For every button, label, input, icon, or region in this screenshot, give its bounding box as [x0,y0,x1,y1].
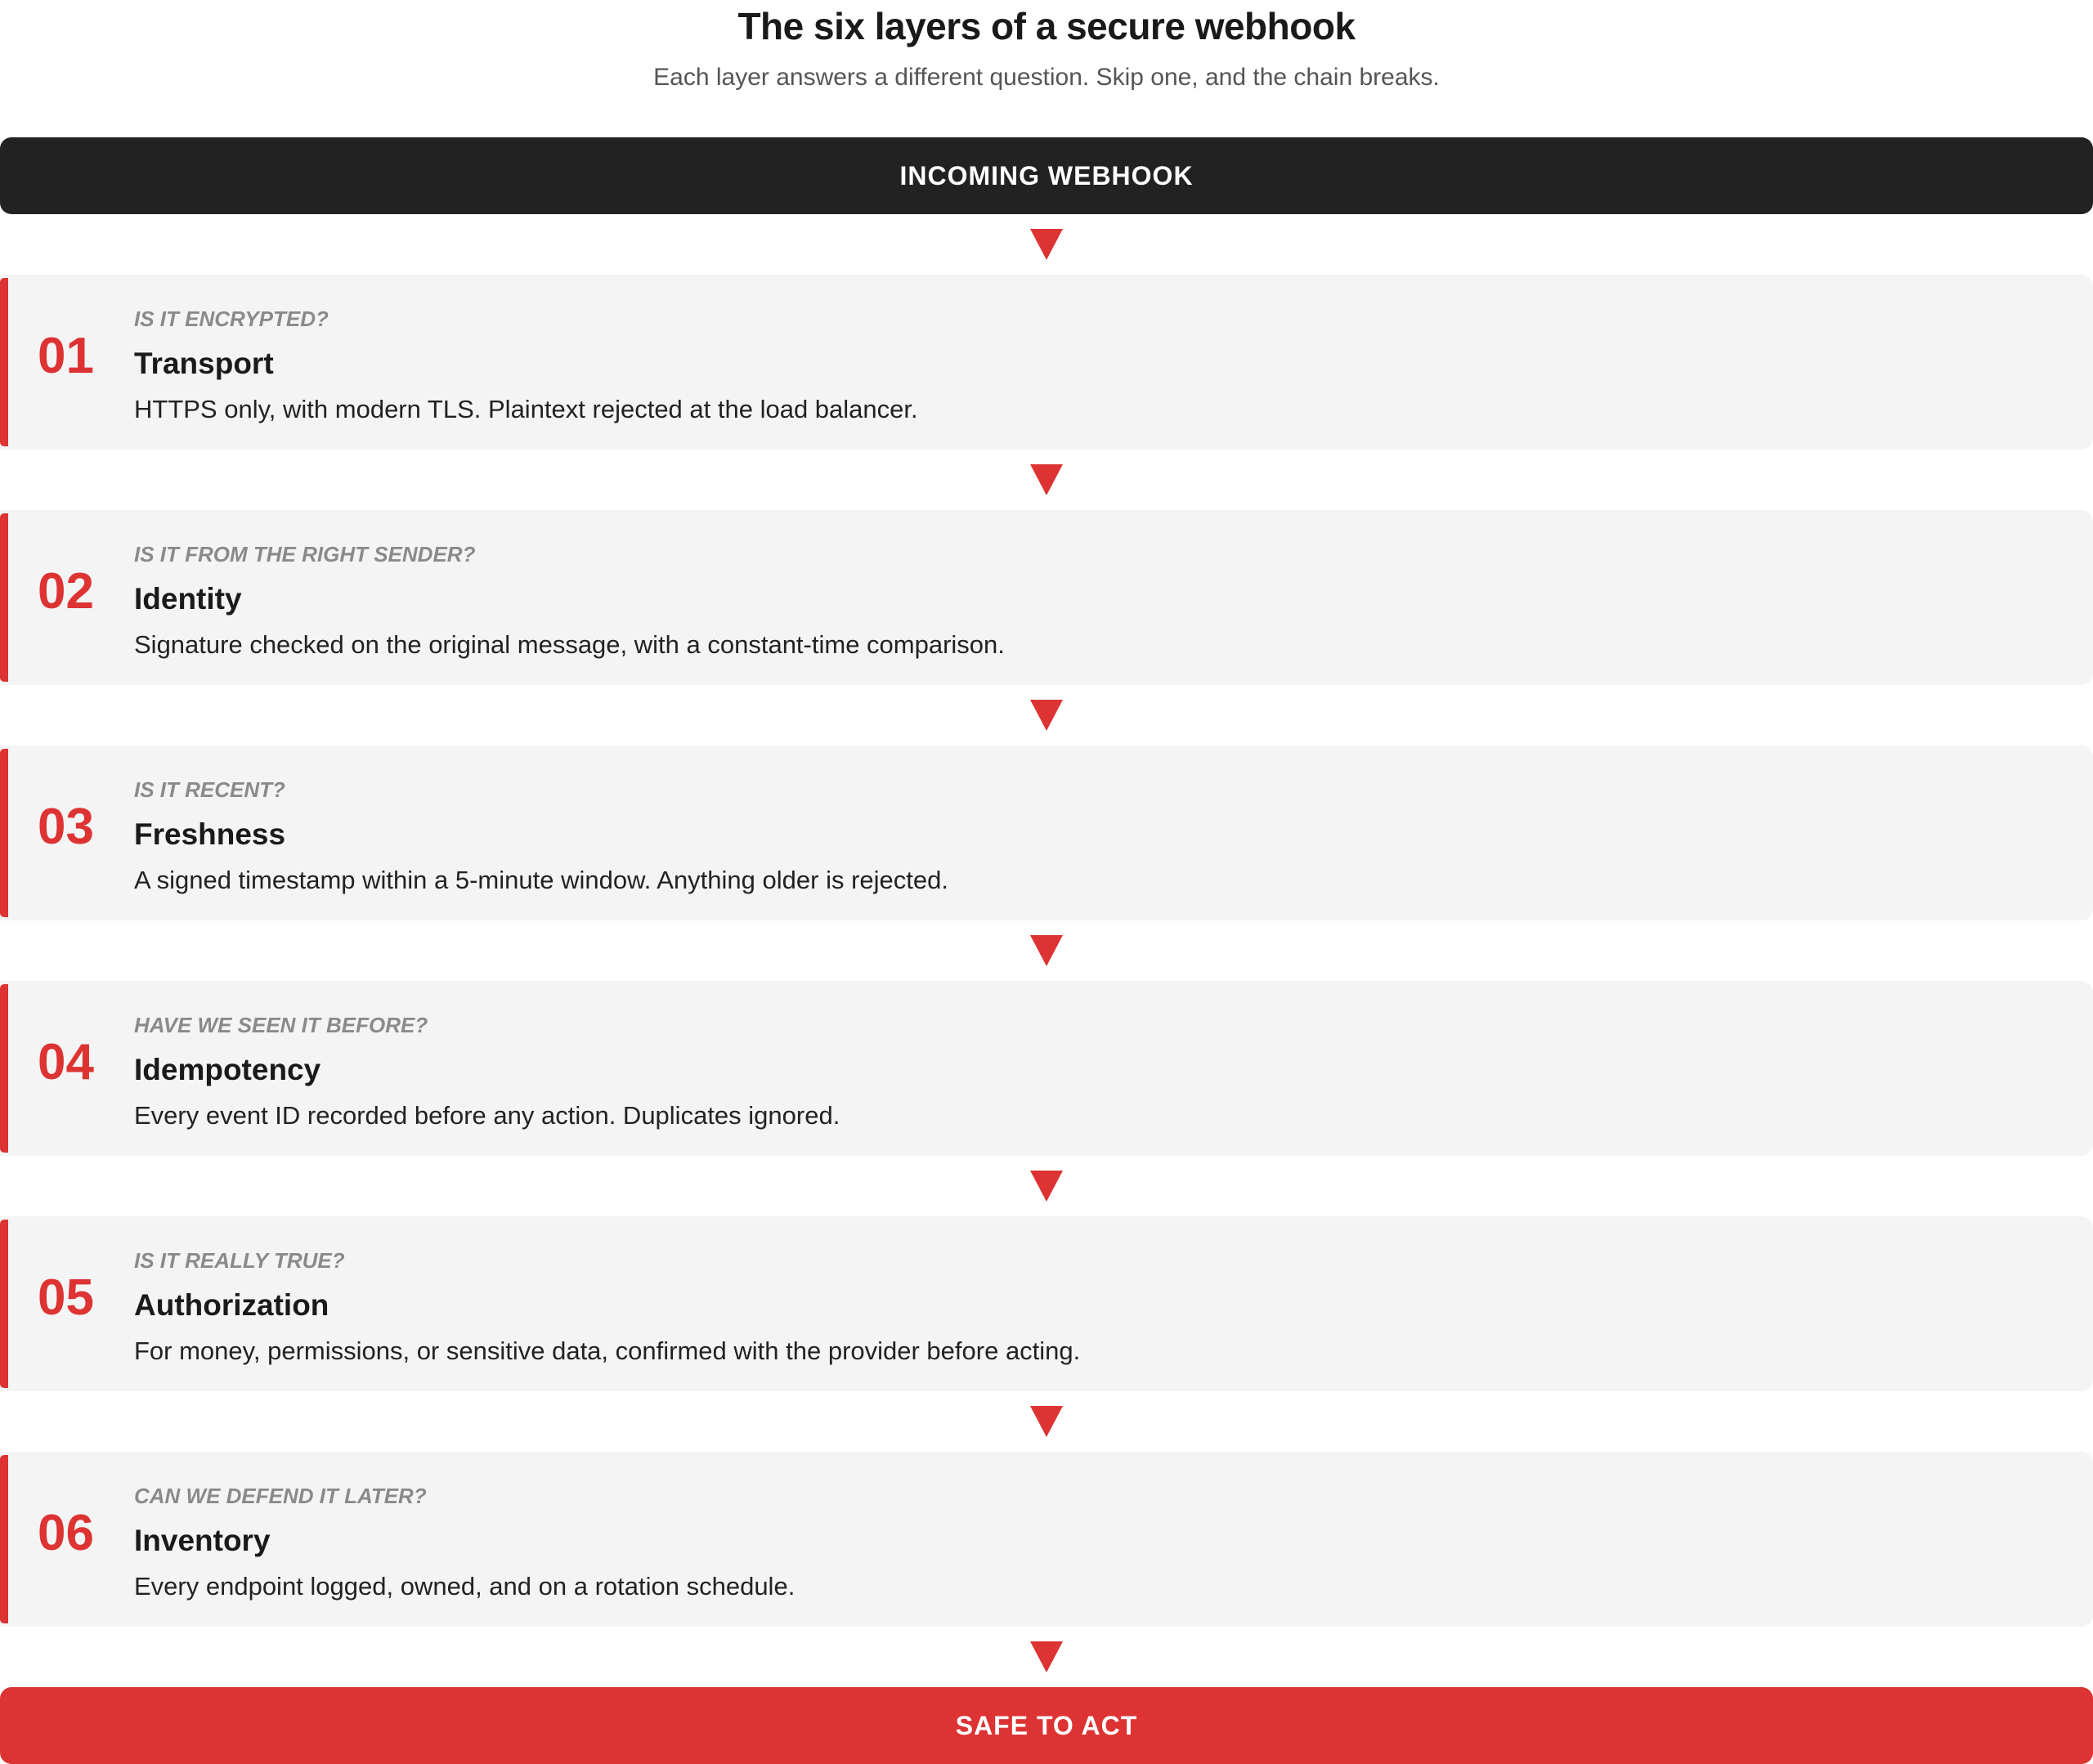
layer-description: Every event ID recorded before any action. Duplicates ignored. [134,1101,840,1130]
down-arrow-icon [1030,700,1063,731]
down-arrow-icon [1030,935,1063,966]
layer-number: 06 [38,1505,94,1561]
layer-card-idempotency [0,981,2093,1156]
layer-description: HTTPS only, with modern TLS. Plaintext rejected at the load balancer. [134,395,918,423]
layer-description: Every endpoint logged, owned, and on a rotation schedule. [134,1572,796,1601]
layer-number: 02 [38,563,94,620]
layer-question: HAVE WE SEEN IT BEFORE? [134,1013,428,1037]
layer-description: For money, permissions, or sensitive data, confirmed with the provider before acting. [134,1336,1081,1365]
safe-to-act-bar: SAFE TO ACT [0,1687,2093,1764]
diagram-title: The six layers of a secure webhook [737,5,1356,47]
layer-accent-bar [0,749,8,917]
down-arrow-icon [1030,464,1063,495]
down-arrow-icon [1030,1641,1063,1672]
incoming-webhook-bar: INCOMING WEBHOOK [0,137,2093,214]
layer-number: 04 [38,1034,94,1090]
down-arrow-icon [1030,1171,1063,1202]
layer-description: Signature checked on the original message, with a constant-time comparison. [134,630,1005,659]
layer-accent-bar [0,1455,8,1623]
down-arrow-icon [1030,1406,1063,1437]
diagram-subtitle: Each layer answers a different question. Skip one, and the chain breaks. [653,64,1440,91]
layer-question: IS IT FROM THE RIGHT SENDER? [134,542,476,566]
layer-question: IS IT RECENT? [134,777,285,802]
layer-card-authorization [0,1216,2093,1391]
layer-name: Identity [134,582,242,616]
layer-name: Transport [134,347,274,380]
layer-number: 03 [38,799,94,855]
layer-name: Authorization [134,1288,329,1322]
layer-accent-bar [0,513,8,682]
layer-name: Freshness [134,817,286,851]
layer-question: CAN WE DEFEND IT LATER? [134,1484,427,1508]
layer-accent-bar [0,1220,8,1388]
layer-name: Inventory [134,1524,271,1557]
layer-card-identity [0,510,2093,685]
layer-description: A signed timestamp within a 5-minute window. Anything older is rejected. [134,866,948,894]
layer-card-inventory [0,1452,2093,1627]
layer-accent-bar [0,278,8,446]
layer-number: 01 [38,328,94,384]
layer-name: Idempotency [134,1053,321,1086]
layer-question: IS IT REALLY TRUE? [134,1248,345,1273]
layer-card-transport [0,275,2093,450]
layer-number: 05 [38,1269,94,1326]
layer-card-freshness [0,745,2093,920]
down-arrow-icon [1030,229,1063,260]
layer-accent-bar [0,984,8,1153]
layer-question: IS IT ENCRYPTED? [134,307,329,331]
